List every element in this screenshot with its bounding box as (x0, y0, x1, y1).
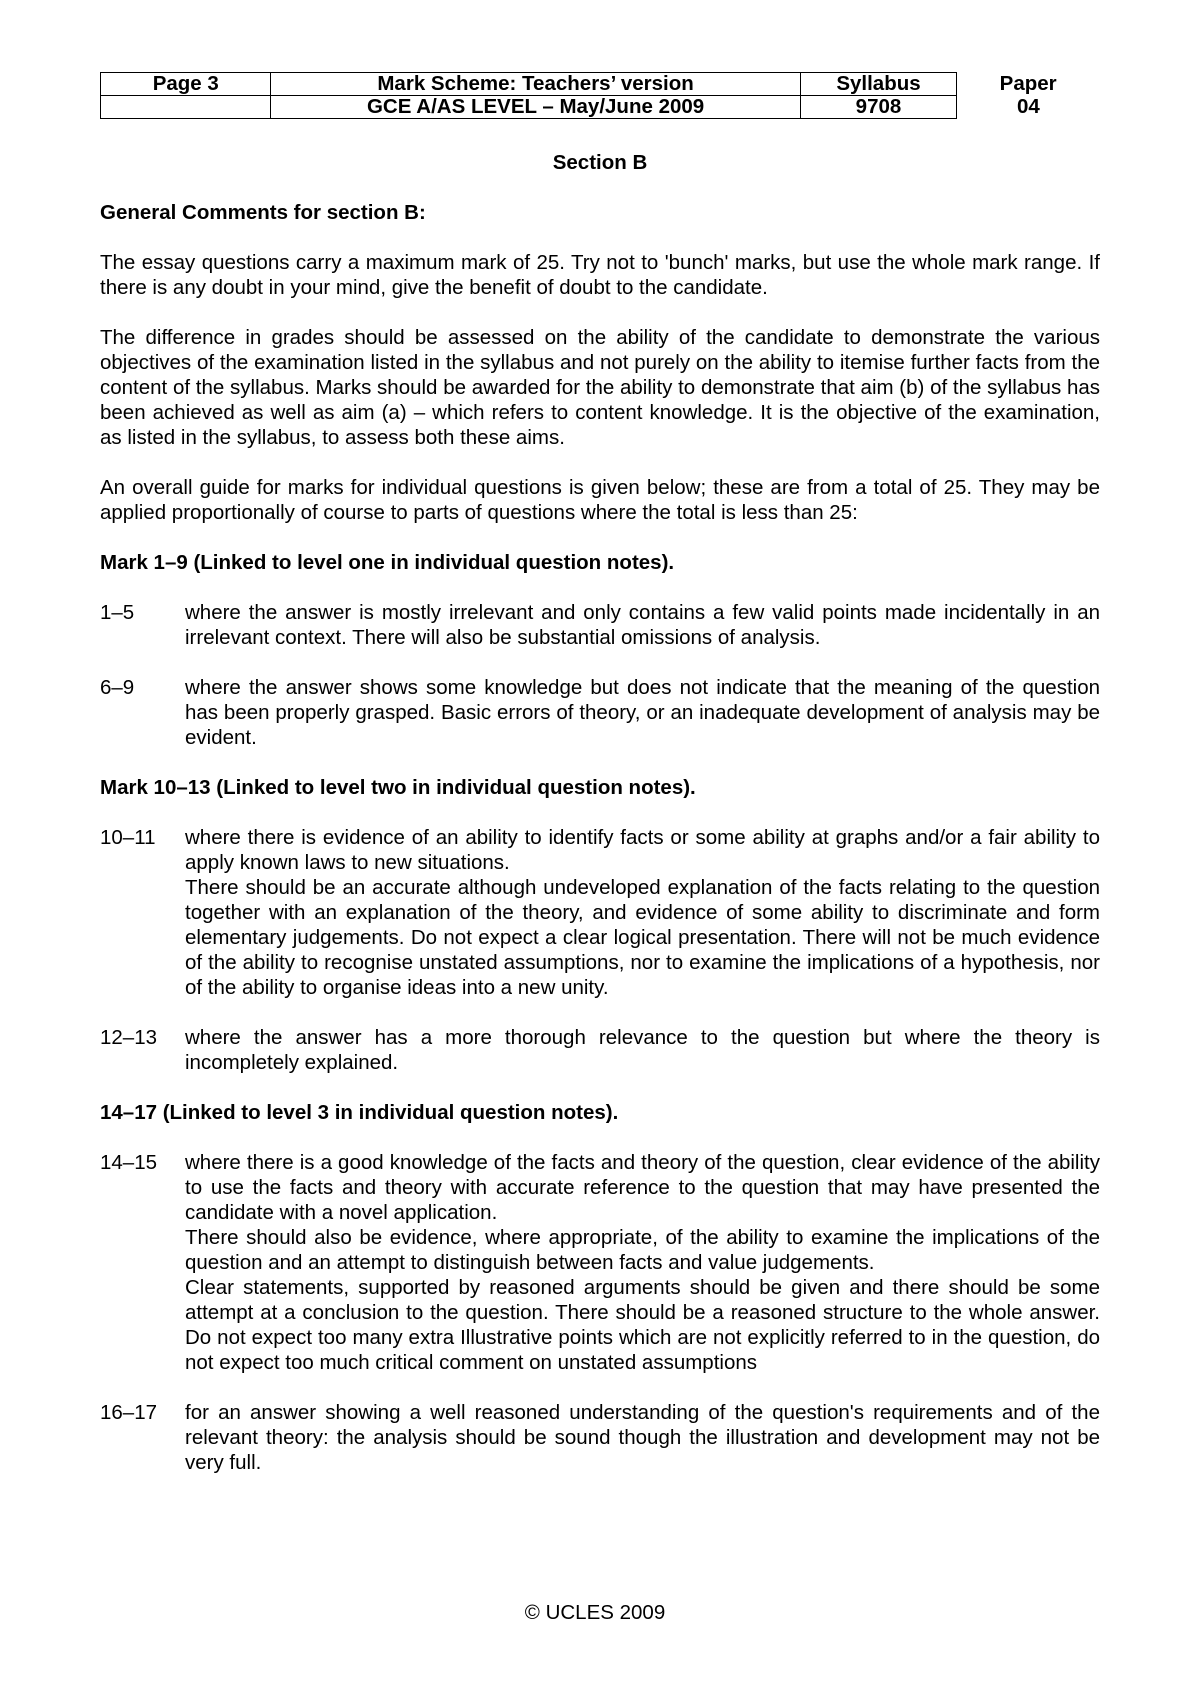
description-line: where there is a good knowledge of the facts and theory of the question, clear evidence of the ability to use the facts and theory with accurate reference to the question that may have presented the candidate with a novel application. (185, 1151, 1100, 1224)
band-item (100, 600, 1100, 650)
description-line: where the answer is mostly irrelevant and only contains a few valid points made incidentally in an irrelevant context. There will also be substantial omissions of analysis. (185, 601, 1100, 649)
description-line: There should also be evidence, where appropriate, of the ability to examine the implications of the question and an attempt to distinguish between facts and value judgements. (185, 1226, 1100, 1274)
content (100, 150, 1100, 1500)
header-syllabus-label: Syllabus (800, 73, 957, 96)
band-description (185, 1025, 1100, 1075)
paragraph: The difference in grades should be assessed on the ability of the candidate to demonstrate the various objectives of the examination listed in the syllabus and not purely on the ability to itemise further facts from the content of the syllabus. Marks should be awarded for the ability to demonstrate that aim (b) of the syllabus has been achieved as well as aim (a) – which refers to content knowledge. It is the objective of the examination, as listed in the syllabus, to assess both these aims. (100, 326, 1100, 449)
band-description (185, 600, 1100, 650)
band-item (100, 1400, 1100, 1475)
general-heading: General Comments for section B: (100, 201, 426, 224)
header-paper-code: 04 (1017, 95, 1040, 118)
band-description (185, 675, 1100, 750)
band-item (100, 1025, 1100, 1075)
header-page: Page 3 (101, 73, 271, 96)
description-line: for an answer showing a well reasoned understanding of the question's requirements and of the relevant theory: the analysis should be sound though the illustration and development may not be very full. (185, 1401, 1100, 1474)
header-exam: GCE A/AS LEVEL – May/June 2009 (271, 96, 800, 119)
band-heading: Mark 10–13 (Linked to level two in individual question notes). (100, 776, 696, 799)
header-table (100, 72, 1100, 119)
copyright-footer: © UCLES 2009 (524, 1601, 666, 1624)
mark-range: 14–15 (100, 1151, 158, 1174)
section-title: Section B (552, 151, 648, 174)
header-empty-cell (101, 96, 271, 119)
description-line: where the answer shows some knowledge but does not indicate that the meaning of the question has been properly grasped. Basic errors of theory, or an inadequate development of analysis may be evident. (185, 676, 1100, 749)
band-description (185, 1400, 1100, 1475)
band-item (100, 675, 1100, 750)
description-line: where the answer has a more thorough relevance to the question but where the theory is incompletely explained. (185, 1026, 1100, 1074)
mark-range: 1–5 (100, 601, 135, 624)
header-syllabus-code: 9708 (800, 96, 957, 119)
band-heading: 14–17 (Linked to level 3 in individual question notes). (100, 1101, 619, 1124)
paragraph: An overall guide for marks for individual questions is given below; these are from a total of 25. They may be applied proportionally of course to parts of questions where the total is less than 25: (100, 476, 1100, 524)
band-item (100, 1150, 1100, 1375)
band-description (185, 1150, 1100, 1375)
description-line: Clear statements, supported by reasoned arguments should be given and there should be some attempt at a conclusion to the question. There should be a reasoned structure to the whole answer. Do not expect too many extra Illustrative points which are not explicitly referred to in the question, do not expect too much critical comment on unstated assumptions (185, 1276, 1100, 1374)
description-line: where there is evidence of an ability to identify facts or some ability at graphs and/or a fair ability to apply known laws to new situations. (185, 826, 1100, 874)
mark-range: 10–11 (100, 826, 156, 849)
band-description (185, 825, 1100, 1000)
mark-range: 16–17 (100, 1401, 158, 1424)
band-item (100, 825, 1100, 1000)
header-title: Mark Scheme: Teachers’ version (271, 73, 800, 96)
header-paper-label: Paper (999, 72, 1057, 95)
paragraph: The essay questions carry a maximum mark of 25. Try not to 'bunch' marks, but use the whole mark range. If there is any doubt in your mind, give the benefit of doubt to the candidate. (100, 251, 1100, 299)
mark-range: 6–9 (100, 676, 135, 699)
band-heading: Mark 1–9 (Linked to level one in individual question notes). (100, 551, 675, 574)
description-line: There should be an accurate although undeveloped explanation of the facts relating to the question together with an explanation of the theory, and evidence of some ability to discriminate and form elementary judgements. Do not expect a clear logical presentation. There will not be much evidence of the ability to recognise unstated assumptions, nor to examine the implications of a hypothesis, nor of the ability to organise ideas into a new unity. (185, 876, 1100, 999)
mark-range: 12–13 (100, 1026, 158, 1049)
